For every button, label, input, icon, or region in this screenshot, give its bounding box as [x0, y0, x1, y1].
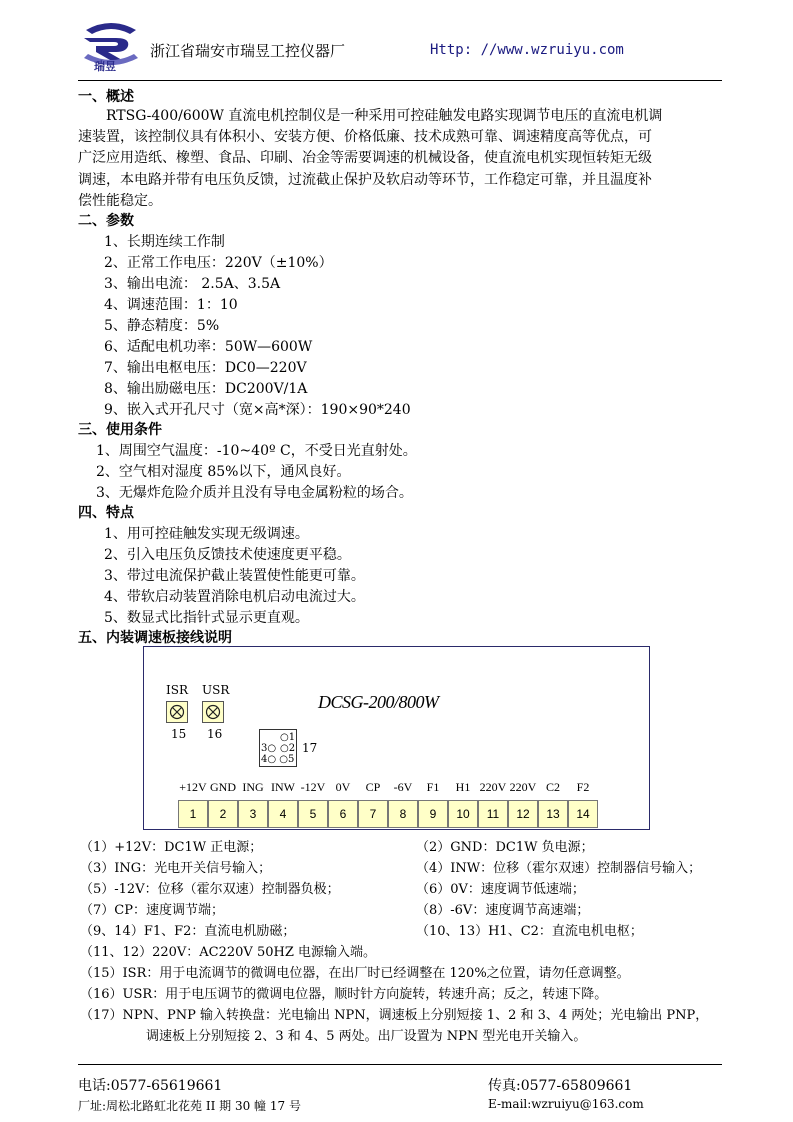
terminal-6[interactable]: 6 [328, 800, 358, 828]
terminal-desc: （16）USR：用于电压调节的微调电位器，顺时针方向旋转，转速升高；反之，转速下降。 [80, 987, 608, 1002]
isr-potentiometer[interactable] [166, 701, 188, 723]
feature-item: 4、带软启动装置消除电机启动电流过大。 [104, 589, 365, 605]
terminal-label: GND [210, 780, 236, 794]
terminal-label: 220V [509, 780, 537, 794]
pot-num-15: 15 [171, 727, 187, 741]
terminal-label: 220V [479, 780, 507, 794]
terminal-desc: 调速板上分别短接 2、3 和 4、5 两处。出厂设置为 NPN 型光电开关输入。 [146, 1029, 587, 1044]
section-title-overview: 一、概述 [78, 89, 134, 105]
terminal-desc: （5）-12V：位移（霍尔双速）控制器负极； [80, 882, 340, 897]
terminal-14[interactable]: 14 [568, 800, 598, 828]
pot-label-usr: USR [202, 683, 230, 697]
terminal-desc: （9、14）F1、F2：直流电机励磁； [80, 924, 296, 939]
usr-potentiometer[interactable] [202, 701, 224, 723]
logo-text: 瑞昱 [94, 60, 116, 73]
terminal-11[interactable]: 11 [478, 800, 508, 828]
terminal-label: C2 [545, 780, 560, 794]
section-title-features: 四、特点 [78, 505, 134, 521]
terminal-desc: （11、12）220V：AC220V 50HZ 电源输入端。 [80, 945, 376, 960]
overview-line: 偿性能稳定。 [78, 192, 162, 209]
terminal-4[interactable]: 4 [268, 800, 298, 828]
terminal-desc: （17）NPN、PNP 输入转换盘：光电输出 NPN，调速板上分别短接 1、2 和 3、4 两处；光电输出 PNP， [80, 1008, 709, 1023]
terminal-desc: （4）INW：位移（霍尔双速）控制器信号输入； [416, 861, 702, 876]
terminal-label: 0V [335, 780, 351, 794]
section-title-wiring: 五、内装调速板接线说明 [78, 630, 232, 646]
footer-email[interactable]: E-mail:wzruiyu@163.com [488, 1097, 644, 1111]
terminal-label: INW [271, 780, 295, 794]
footer-divider [78, 1064, 722, 1065]
feature-item: 1、用可控硅触发实现无级调速。 [104, 526, 309, 542]
overview-line: 速装置，该控制仪具有体积小、安装方便、价格低廉、技术成熟可靠、调速精度高等优点，可 [78, 129, 652, 146]
terminal-8[interactable]: 8 [388, 800, 418, 828]
terminal-label: -12V [300, 780, 326, 794]
terminal-label: -6V [393, 780, 413, 794]
jumper-pin-2: ○2 [280, 743, 296, 754]
section-title-params: 二、参数 [78, 213, 134, 229]
terminal-desc: （1）+12V：DC1W 正电源； [80, 840, 263, 855]
company-name: 浙江省瑞安市瑞昱工控仪器厂 [150, 42, 346, 60]
jumper-pins-4-5: 4○ ○5 [261, 754, 295, 765]
terminal-block [178, 800, 598, 828]
section-title-conditions: 三、使用条件 [78, 422, 162, 438]
terminal-desc: （10、13）H1、C2：直流电机电枢； [416, 924, 643, 939]
param-item: 1、长期连续工作制 [104, 234, 225, 250]
terminal-desc: （3）ING：光电开关信号输入； [80, 861, 272, 876]
param-item: 3、输出电流： 2.5A、3.5A [104, 276, 281, 292]
param-item: 6、适配电机功率：50W—600W [104, 339, 313, 355]
terminal-9[interactable]: 9 [418, 800, 448, 828]
jumper-num-17: 17 [302, 741, 318, 755]
feature-item: 3、带过电流保护截止装置使性能更可靠。 [104, 568, 365, 584]
param-item: 4、调速范围：1：10 [104, 297, 238, 313]
param-item: 2、正常工作电压：220V（±10%） [104, 255, 333, 271]
pot-num-16: 16 [207, 727, 223, 741]
terminal-7[interactable]: 7 [358, 800, 388, 828]
header-divider [78, 80, 722, 81]
jumper-pin-1: ○1 [280, 732, 296, 743]
terminal-12[interactable]: 12 [508, 800, 538, 828]
terminal-13[interactable]: 13 [538, 800, 568, 828]
param-item: 5、静态精度：5% [104, 318, 220, 334]
condition-item: 3、无爆炸危险介质并且没有导电金属粉粒的场合。 [96, 485, 413, 501]
feature-item: 5、数显式比指针式显示更直观。 [104, 610, 309, 626]
footer-fax: 传真:0577-65809661 [488, 1078, 633, 1094]
param-item: 9、嵌入式开孔尺寸（宽×高*深）：190×90*240 [104, 402, 411, 418]
terminal-desc: （8）-6V：速度调节高速端； [416, 903, 590, 918]
terminal-3[interactable]: 3 [238, 800, 268, 828]
npn-pnp-jumper[interactable] [259, 729, 297, 767]
footer-tel: 电话:0577-65619661 [78, 1078, 223, 1094]
overview-line: 广泛应用造纸、橡塑、食品、印刷、冶金等需要调速的机械设备，使直流电机实现恒转矩无级 [78, 150, 652, 167]
terminal-labels [178, 780, 598, 795]
terminal-2[interactable]: 2 [208, 800, 238, 828]
terminal-1[interactable]: 1 [178, 800, 208, 828]
terminal-desc: （2）GND：DC1W 负电源； [416, 840, 594, 855]
condition-item: 2、空气相对湿度 85%以下，通风良好。 [96, 464, 351, 480]
overview-line: 调速，本电路并带有电压负反馈，过流截止保护及软启动等环节，工作稳定可靠，并且温度补 [78, 171, 652, 188]
terminal-desc: （15）ISR：用于电流调节的微调电位器，在出厂时已经调整在 120%之位置，请勿任意调整。 [80, 966, 630, 981]
terminal-label: H1 [455, 780, 471, 794]
terminal-5[interactable]: 5 [298, 800, 328, 828]
board-model: DCSG-200/800W [318, 692, 439, 712]
terminal-10[interactable]: 10 [448, 800, 478, 828]
jumper-pin-3: 3○ [261, 743, 277, 754]
overview-line-text: RTSG-400/600W 直流电机控制仪是一种采用可控硅触发电路实现调节电压的直流电机调 [106, 108, 663, 124]
terminal-label: CP [365, 780, 381, 794]
condition-item: 1、周围空气温度：-10~40º C，不受日光直射处。 [96, 443, 417, 459]
footer-address: 厂址:周松北路虹北花苑 II 期 30 幢 17 号 [78, 1099, 301, 1113]
terminal-label: F1 [426, 780, 440, 794]
terminal-desc: （7）CP：速度调节端； [80, 903, 224, 918]
overview-line [78, 106, 724, 127]
param-item: 8、输出励磁电压：DC200V/1A [104, 381, 308, 397]
terminal-label: +12V [179, 780, 207, 794]
terminal-label: F2 [576, 780, 590, 794]
pot-label-isr: ISR [166, 683, 188, 697]
overview-paragraph [78, 106, 724, 212]
feature-item: 2、引入电压负反馈技术使速度更平稳。 [104, 547, 351, 563]
company-url[interactable]: Http: //www.wzruiyu.com [430, 42, 624, 58]
terminal-label: ING [242, 780, 264, 794]
param-item: 7、输出电枢电压：DC0—220V [104, 360, 307, 376]
company-logo [80, 20, 142, 72]
terminal-desc: （6）0V：速度调节低速端； [416, 882, 585, 897]
